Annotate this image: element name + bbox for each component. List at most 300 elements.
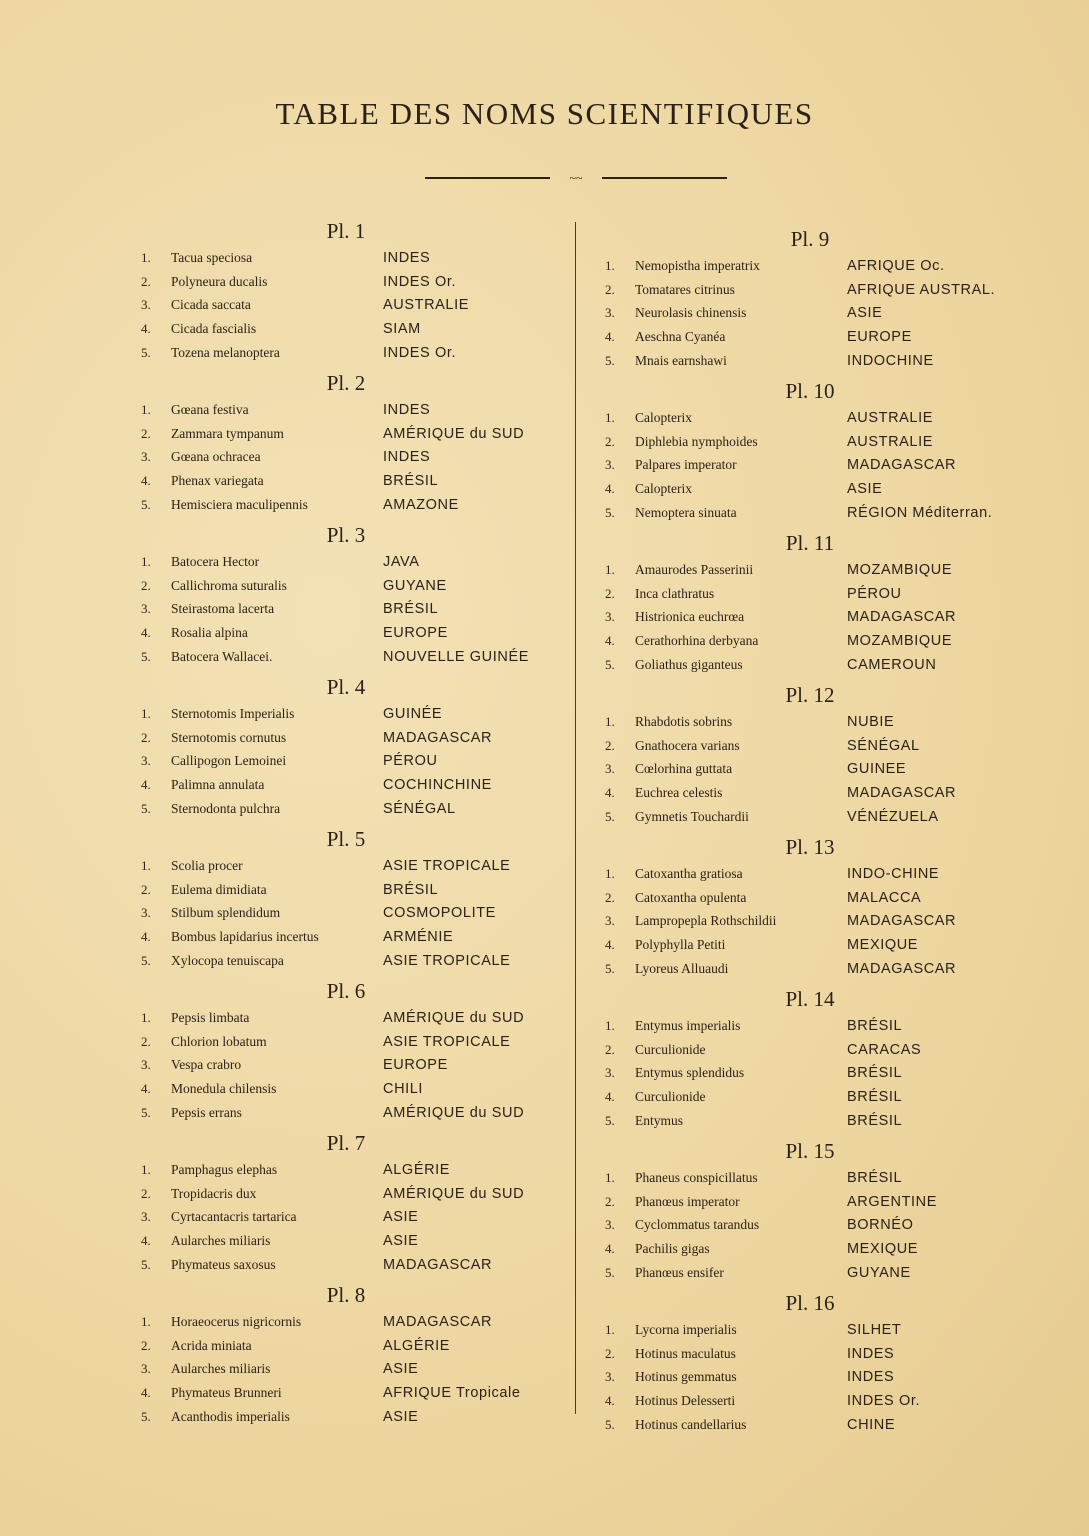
scientific-name: Pachilis gigas xyxy=(635,1241,710,1257)
scientific-name: Hotinus Delesserti xyxy=(635,1393,736,1409)
entry-number: 1. xyxy=(141,857,151,873)
scientific-name: Batocera Hector xyxy=(171,553,260,569)
plate-heading: Pl. 15 xyxy=(785,1138,835,1163)
species-entry xyxy=(141,645,571,669)
scientific-name: Hemisciera maculipennis xyxy=(171,497,308,513)
scientific-name: Tomatares citrinus xyxy=(635,281,735,297)
scientific-name: Cyclommatus tarandus xyxy=(635,1217,760,1233)
region-name: INDES Or. xyxy=(383,345,457,362)
species-entry xyxy=(605,862,1035,886)
entry-number: 3. xyxy=(605,457,615,473)
plate-section xyxy=(141,368,571,517)
left-column xyxy=(141,216,571,1432)
species-entry xyxy=(605,582,1035,606)
species-entry xyxy=(141,270,571,294)
scientific-name: Rosalia alpina xyxy=(171,625,248,641)
plate-section xyxy=(141,1128,571,1277)
scientific-name: Phymateus saxosus xyxy=(171,1256,276,1272)
scientific-name: Steirastoma lacerta xyxy=(171,601,275,617)
species-entry xyxy=(605,805,1035,829)
entry-number: 2. xyxy=(141,881,151,897)
entry-number: 2. xyxy=(605,889,615,905)
scientific-name: Aularches miliaris xyxy=(171,1361,271,1377)
scientific-name: Gnathocera varians xyxy=(635,737,740,753)
region-name: ASIE TROPICALE xyxy=(383,1033,511,1050)
region-name: INDO-CHINE xyxy=(847,865,940,882)
species-entry xyxy=(605,501,1035,525)
entry-number: 1. xyxy=(605,1017,615,1033)
scientific-name: Phymateus Brunneri xyxy=(171,1385,282,1401)
region-name: BRÉSIL xyxy=(383,601,439,618)
entry-number: 3. xyxy=(605,761,615,777)
region-name: ASIE TROPICALE xyxy=(383,857,511,874)
entry-number: 1. xyxy=(605,1169,615,1185)
species-entry xyxy=(141,1310,571,1334)
region-name: GUYANE xyxy=(847,1264,911,1281)
plate-section xyxy=(141,672,571,821)
scientific-name: Euchrea celestis xyxy=(635,785,723,801)
scientific-name: Sternodonta pulchra xyxy=(171,801,281,817)
species-entry xyxy=(605,1365,1035,1389)
entry-number: 1. xyxy=(141,553,151,569)
species-entry xyxy=(605,454,1035,478)
entry-number: 2. xyxy=(605,433,615,449)
region-name: SÉNÉGAL xyxy=(847,737,920,754)
scientific-name: Bombus lapidarius incertus xyxy=(171,929,319,945)
region-name: MEXIQUE xyxy=(847,1241,919,1258)
species-entry xyxy=(605,477,1035,501)
scientific-name: Phanœus ensifer xyxy=(635,1264,724,1280)
entry-number: 1. xyxy=(141,1313,151,1329)
entry-number: 3. xyxy=(141,1057,151,1073)
plate-heading: Pl. 7 xyxy=(326,1130,366,1155)
scientific-name: Phaneus conspicillatus xyxy=(635,1169,758,1185)
scientific-name: Palimna annulata xyxy=(171,777,265,793)
scientific-name: Curculionide xyxy=(635,1041,706,1057)
entry-number: 3. xyxy=(141,1209,151,1225)
entry-number: 5. xyxy=(605,1113,615,1128)
region-name: MADAGASCAR xyxy=(847,457,957,474)
entry-number: 3. xyxy=(141,753,151,769)
scientific-name: Stilbum splendidum xyxy=(171,905,281,921)
scientific-name: Hotinus gemmatus xyxy=(635,1369,737,1385)
region-name: VÉNÉZUELA xyxy=(847,809,939,826)
region-name: BRÉSIL xyxy=(847,1017,903,1034)
region-name: ASIE xyxy=(383,1361,419,1378)
entry-number: 4. xyxy=(605,785,615,801)
entry-number: 4. xyxy=(141,625,151,641)
scientific-name: Curculionide xyxy=(635,1089,706,1105)
species-entry xyxy=(141,446,571,470)
entry-number: 1. xyxy=(141,1009,151,1025)
species-entry xyxy=(141,550,571,574)
region-name: BRÉSIL xyxy=(383,473,439,490)
species-entry xyxy=(605,1038,1035,1062)
plate-section xyxy=(605,680,1035,829)
species-entry xyxy=(141,949,571,973)
plate-section xyxy=(605,832,1035,981)
plate-heading: Pl. 12 xyxy=(785,682,835,707)
scientific-name: Tropidacris dux xyxy=(171,1185,257,1201)
entry-number: 4. xyxy=(141,1233,151,1249)
entry-number: 3. xyxy=(141,905,151,921)
entry-number: 4. xyxy=(605,1089,615,1105)
region-name: NUBIE xyxy=(847,713,895,730)
plate-heading: Pl. 3 xyxy=(326,522,366,547)
region-name: ASIE xyxy=(383,1233,419,1250)
scientific-name: Polyphylla Petiti xyxy=(635,937,726,953)
region-name: ASIE xyxy=(383,1408,419,1425)
plate-heading: Pl. 6 xyxy=(326,978,366,1003)
scientific-name: Aeschna Cyanéa xyxy=(635,329,726,345)
scientific-name: Phanœus imperator xyxy=(635,1193,740,1209)
plate-heading: Pl. 2 xyxy=(326,370,366,395)
region-name: MOZAMBIQUE xyxy=(847,633,953,650)
entry-number: 4. xyxy=(141,777,151,793)
scientific-name: Entymus imperialis xyxy=(635,1017,741,1033)
entry-number: 1. xyxy=(605,561,615,577)
species-entry xyxy=(141,246,571,270)
region-name: CHINE xyxy=(847,1416,896,1433)
region-name: INDOCHINE xyxy=(847,353,934,370)
plate-section xyxy=(605,528,1035,677)
region-name: ALGÉRIE xyxy=(383,1161,451,1178)
region-name: BRÉSIL xyxy=(847,1065,903,1082)
ornament-line-right xyxy=(602,177,727,179)
scientific-name: Acrida miniata xyxy=(171,1337,252,1353)
species-entry xyxy=(141,797,571,821)
region-name: ASIE xyxy=(847,305,883,322)
scientific-name: Pepsis limbata xyxy=(171,1009,250,1025)
scientific-name: Nemopistha imperatrix xyxy=(635,257,760,273)
region-name: MEXIQUE xyxy=(847,937,919,954)
species-entry xyxy=(141,574,571,598)
entry-number: 3. xyxy=(141,1361,151,1377)
region-name: INDES Or. xyxy=(847,1393,921,1410)
species-entry xyxy=(141,1381,571,1405)
region-name: SIAM xyxy=(383,321,421,338)
scientific-name: Zammara tympanum xyxy=(171,425,284,441)
species-entry xyxy=(605,910,1035,934)
column-divider xyxy=(575,222,576,1414)
scientific-name: Batocera Wallacei. xyxy=(171,649,273,665)
species-entry xyxy=(605,302,1035,326)
scientific-name: Catoxantha gratiosa xyxy=(635,865,743,881)
plate-heading: Pl. 9 xyxy=(790,227,830,251)
right-column xyxy=(605,224,1035,1440)
entry-number: 5. xyxy=(141,497,151,513)
entry-number: 3. xyxy=(605,1065,615,1081)
species-entry xyxy=(605,781,1035,805)
scientific-name: Sternotomis cornutus xyxy=(171,729,287,745)
species-entry xyxy=(141,854,571,878)
entry-number: 2. xyxy=(141,1033,151,1049)
species-entry xyxy=(141,726,571,750)
title-ornament xyxy=(425,170,727,186)
scientific-name: Xylocopa tenuiscapa xyxy=(171,953,284,969)
scientific-name: Amaurodes Passerinii xyxy=(635,561,754,577)
plate-heading: Pl. 10 xyxy=(785,378,835,403)
region-name: ASIE TROPICALE xyxy=(383,953,511,970)
scientific-name: Mnais earnshawi xyxy=(635,353,727,369)
scientific-name: Hotinus maculatus xyxy=(635,1345,736,1361)
entry-number: 4. xyxy=(605,329,615,345)
species-entry xyxy=(141,1357,571,1381)
species-entry xyxy=(141,773,571,797)
region-name: AUSTRALIE xyxy=(847,433,933,450)
region-name: MADAGASCAR xyxy=(847,609,957,626)
plate-heading: Pl. 14 xyxy=(785,986,835,1011)
entry-number: 5. xyxy=(605,961,615,977)
entry-number: 3. xyxy=(605,913,615,929)
plate-heading: Pl. 4 xyxy=(326,674,366,699)
region-name: AUSTRALIE xyxy=(383,297,469,314)
entry-number: 2. xyxy=(141,729,151,745)
region-name: MOZAMBIQUE xyxy=(847,561,953,578)
region-name: GUYANE xyxy=(383,577,447,594)
species-entry xyxy=(141,598,571,622)
species-entry xyxy=(141,1253,571,1277)
entry-number: 4. xyxy=(605,937,615,953)
entry-number: 5. xyxy=(141,345,151,361)
entry-number: 5. xyxy=(605,1264,615,1280)
species-entry xyxy=(605,629,1035,653)
scientific-name: Hotinus candellarius xyxy=(635,1416,747,1432)
species-entry xyxy=(141,621,571,645)
species-entry xyxy=(605,254,1035,278)
species-entry xyxy=(605,710,1035,734)
entry-number: 1. xyxy=(605,713,615,729)
species-entry xyxy=(141,493,571,517)
scientific-name: Pepsis errans xyxy=(171,1105,242,1120)
region-name: INDES xyxy=(383,401,431,418)
scientific-name: Entymus xyxy=(635,1113,684,1128)
region-name: COSMOPOLITE xyxy=(383,905,496,922)
species-entry xyxy=(141,1182,571,1206)
scientific-name: Aularches miliaris xyxy=(171,1233,271,1249)
plate-heading: Pl. 11 xyxy=(785,530,835,555)
entry-number: 5. xyxy=(141,649,151,665)
ornament-line-left xyxy=(425,177,550,179)
species-entry xyxy=(605,1166,1035,1190)
region-name: AMÉRIQUE du SUD xyxy=(383,1185,525,1202)
species-entry xyxy=(605,1014,1035,1038)
species-entry xyxy=(141,1405,571,1429)
entry-number: 4. xyxy=(605,1393,615,1409)
entry-number: 5. xyxy=(141,953,151,969)
entry-number: 2. xyxy=(141,273,151,289)
entry-number: 2. xyxy=(605,1193,615,1209)
region-name: AMÉRIQUE du SUD xyxy=(383,425,525,442)
region-name: BORNÉO xyxy=(847,1217,914,1234)
species-entry xyxy=(605,1085,1035,1109)
scientific-name: Callichroma suturalis xyxy=(171,577,287,593)
species-entry xyxy=(141,469,571,493)
scientific-name: Cicada fascialis xyxy=(171,321,257,337)
plate-section xyxy=(141,976,571,1125)
region-name: CAMEROUN xyxy=(847,657,937,674)
species-entry xyxy=(605,957,1035,981)
plate-section xyxy=(605,376,1035,525)
scientific-name: Rhabdotis sobrins xyxy=(635,713,733,729)
scientific-name: Histrionica euchrœa xyxy=(635,609,745,625)
region-name: BRÉSIL xyxy=(383,881,439,898)
region-name: ASIE xyxy=(383,1209,419,1226)
species-entry xyxy=(605,1389,1035,1413)
region-name: ARGENTINE xyxy=(847,1193,937,1210)
species-entry xyxy=(605,1413,1035,1437)
plate-section xyxy=(605,1136,1035,1285)
entry-number: 5. xyxy=(605,353,615,369)
species-entry xyxy=(605,430,1035,454)
entry-number: 5. xyxy=(605,809,615,825)
species-entry xyxy=(141,341,571,365)
region-name: PÉROU xyxy=(383,753,438,770)
species-entry xyxy=(605,1214,1035,1238)
plate-section xyxy=(605,1288,1035,1437)
species-entry xyxy=(141,702,571,726)
plate-section xyxy=(141,216,571,365)
region-name: RÉGION Méditerran. xyxy=(847,505,993,522)
entry-number: 5. xyxy=(605,505,615,521)
scientific-name: Gœana festiva xyxy=(171,401,249,417)
region-name: CHILI xyxy=(383,1081,424,1098)
region-name: BRÉSIL xyxy=(847,1089,903,1106)
species-entry xyxy=(141,398,571,422)
species-entry xyxy=(141,422,571,446)
entry-number: 5. xyxy=(141,1408,151,1424)
region-name: AUSTRALIE xyxy=(847,409,933,426)
region-name: MADAGASCAR xyxy=(383,729,493,746)
species-entry xyxy=(141,1158,571,1182)
species-entry xyxy=(141,294,571,318)
region-name: COCHINCHINE xyxy=(383,777,492,794)
scientific-name: Neurolasis chinensis xyxy=(635,305,747,321)
scientific-name: Inca clathratus xyxy=(635,585,715,601)
species-entry xyxy=(605,278,1035,302)
entry-number: 3. xyxy=(605,1369,615,1385)
scientific-name: Entymus splendidus xyxy=(635,1065,745,1081)
region-name: ALGÉRIE xyxy=(383,1337,451,1354)
scientific-name: Monedula chilensis xyxy=(171,1081,277,1097)
region-name: INDES xyxy=(383,249,431,266)
species-entry xyxy=(605,886,1035,910)
page-title: TABLE DES NOMS SCIENTIFIQUES xyxy=(275,96,814,131)
entry-number: 5. xyxy=(141,1256,151,1272)
region-name: EUROPE xyxy=(847,329,912,346)
entry-number: 2. xyxy=(605,281,615,297)
species-entry xyxy=(141,1206,571,1230)
species-entry xyxy=(605,349,1035,373)
region-name: MADAGASCAR xyxy=(847,913,957,930)
entry-number: 2. xyxy=(141,1337,151,1353)
entry-number: 1. xyxy=(141,401,151,417)
scientific-name: Vespa crabro xyxy=(171,1057,242,1073)
species-entry xyxy=(141,750,571,774)
entry-number: 4. xyxy=(141,321,151,337)
region-name: INDES xyxy=(847,1345,895,1362)
species-entry xyxy=(141,902,571,926)
entry-number: 4. xyxy=(141,1081,151,1097)
region-name: NOUVELLE GUINÉE xyxy=(383,649,529,666)
plate-section xyxy=(605,984,1035,1133)
scientific-name: Cicada saccata xyxy=(171,297,251,313)
scientific-name: Gymnetis Touchardii xyxy=(635,809,749,825)
entry-number: 4. xyxy=(605,633,615,649)
species-entry xyxy=(141,925,571,949)
scientific-name: Gœana ochracea xyxy=(171,449,261,465)
species-entry xyxy=(141,1054,571,1078)
entry-number: 1. xyxy=(605,409,615,425)
region-name: BRÉSIL xyxy=(847,1113,903,1129)
region-name: AMÉRIQUE du SUD xyxy=(383,1105,525,1121)
species-entry xyxy=(141,1077,571,1101)
species-entry xyxy=(141,1006,571,1030)
scientific-name: Callipogon Lemoinei xyxy=(171,753,287,769)
region-name: MALACCA xyxy=(847,889,922,906)
region-name: SILHET xyxy=(847,1321,902,1338)
region-name: AMÉRIQUE du SUD xyxy=(383,1009,525,1026)
species-entry xyxy=(605,653,1035,677)
entry-number: 3. xyxy=(605,305,615,321)
species-entry xyxy=(605,1237,1035,1261)
entry-number: 3. xyxy=(141,449,151,465)
region-name: EUROPE xyxy=(383,1057,448,1074)
species-entry xyxy=(141,878,571,902)
entry-number: 5. xyxy=(141,801,151,817)
region-name: MADAGASCAR xyxy=(847,961,957,978)
entry-number: 4. xyxy=(605,1241,615,1257)
entry-number: 2. xyxy=(141,577,151,593)
region-name: GUINÉE xyxy=(383,705,443,722)
region-name: PÉROU xyxy=(847,585,902,602)
region-name: EUROPE xyxy=(383,625,448,642)
plate-section xyxy=(141,824,571,973)
species-entry xyxy=(605,1062,1035,1086)
species-entry xyxy=(605,1342,1035,1366)
scientific-name: Lampropepla Rothschildii xyxy=(635,913,777,929)
region-name: SÉNÉGAL xyxy=(383,801,456,818)
entry-number: 5. xyxy=(605,657,615,673)
region-name: MADAGASCAR xyxy=(383,1256,493,1273)
entry-number: 3. xyxy=(605,1217,615,1233)
entry-number: 4. xyxy=(141,473,151,489)
scientific-name: Tozena melanoptera xyxy=(171,345,280,361)
region-name: AMAZONE xyxy=(383,497,459,514)
scientific-name: Horaeocerus nigricornis xyxy=(171,1313,302,1329)
scientific-name: Acanthodis imperialis xyxy=(171,1408,290,1424)
scientific-name: Nemoptera sinuata xyxy=(635,505,737,521)
scientific-name: Goliathus giganteus xyxy=(635,657,743,673)
scientific-name: Pamphagus elephas xyxy=(171,1161,278,1177)
region-name: BRÉSIL xyxy=(847,1169,903,1186)
species-entry xyxy=(605,558,1035,582)
entry-number: 2. xyxy=(141,425,151,441)
species-entry xyxy=(605,933,1035,957)
entry-number: 3. xyxy=(141,601,151,617)
species-entry xyxy=(605,1109,1035,1133)
entry-number: 5. xyxy=(605,1416,615,1432)
scientific-name: Lyoreus Alluaudi xyxy=(635,961,729,977)
scientific-name: Diphlebia nymphoides xyxy=(635,433,758,449)
plate-section xyxy=(141,1280,571,1429)
scientific-name: Phenax variegata xyxy=(171,473,264,489)
species-entry xyxy=(605,606,1035,630)
region-name: AFRIQUE Oc. xyxy=(847,257,945,274)
entry-number: 2. xyxy=(605,737,615,753)
species-entry xyxy=(605,1190,1035,1214)
entry-number: 4. xyxy=(141,929,151,945)
